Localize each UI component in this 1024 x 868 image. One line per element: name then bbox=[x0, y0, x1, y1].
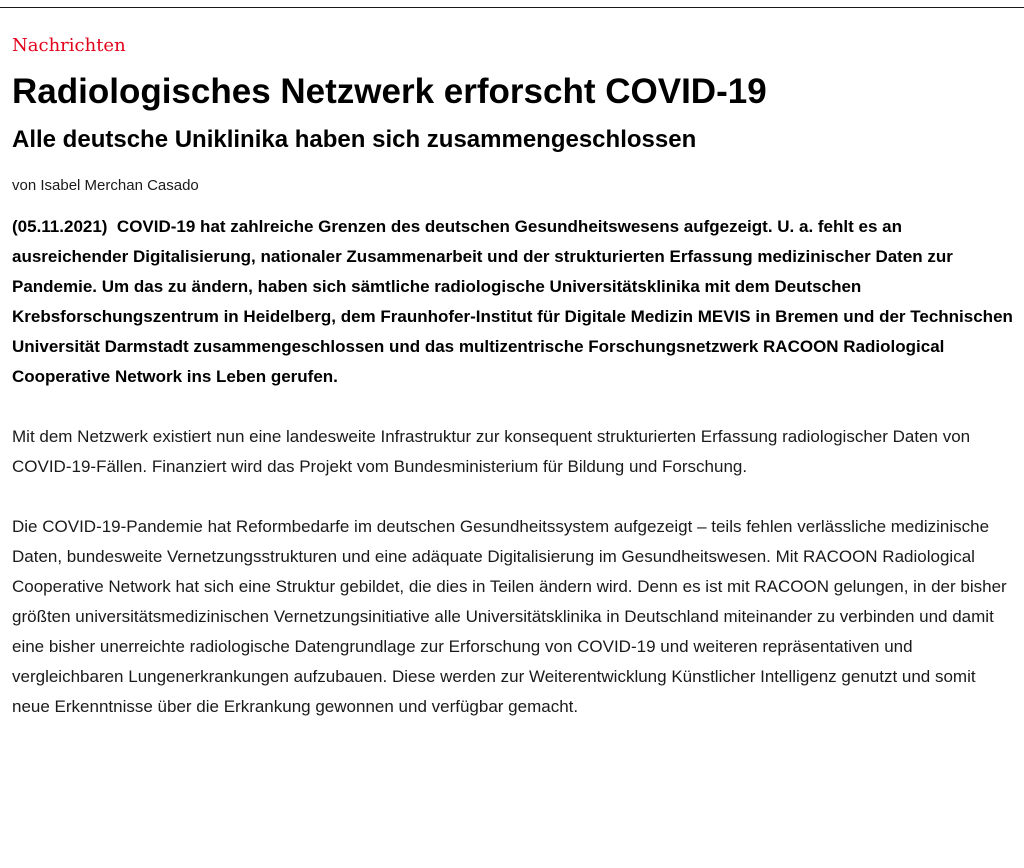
article-date: (05.11.2021) bbox=[12, 217, 108, 236]
article-headline: Radiologisches Netzwerk erforscht COVID-19 bbox=[12, 72, 767, 111]
article-lead bbox=[12, 212, 1016, 392]
category-link-nachrichten[interactable]: Nachrichten bbox=[12, 35, 126, 56]
article-subheadline: Alle deutsche Uniklinika haben sich zusammengeschlossen bbox=[12, 126, 697, 153]
article bbox=[12, 34, 1016, 722]
lead-text: COVID-19 hat zahlreiche Grenzen des deutschen Gesundheitswesens aufgezeigt. U. a. fehlt es an ausreichender Digitalisierung, nationaler Zusammenarbeit und der strukturierten Erfassung medizinischer Daten zur Pandemie. Um das zu ändern, haben sich sämtliche radiologische Universitätsklinika mit dem Deutschen Krebsforschungszentrum in Heidelberg, dem Fraunhofer-Institut für Digitale Medizin MEVIS in Bremen und der Technischen Universität Darmstadt zusammengeschlossen und das multizentrische Forschungsnetzwerk RACOON Radiological Cooperative Network ins Leben gerufen. bbox=[12, 217, 1013, 386]
body-paragraph: Mit dem Netzwerk existiert nun eine landesweite Infrastruktur zur konsequent strukturierten Erfassung radiologischer Daten von COVID-19-Fällen. Finanziert wird das Projekt vom Bundesministerium für Bildung und Forschung. bbox=[12, 427, 971, 476]
author-byline: von Isabel Merchan Casado bbox=[12, 177, 199, 194]
body-paragraph: Die COVID-19-Pandemie hat Reformbedarfe im deutschen Gesundheitssystem aufgezeigt – teils fehlen verlässliche medizinische Daten, bundesweite Vernetzungsstrukturen und eine adäquate Digitalisierung im Gesundheitswesen. Mit RACOON Radiological Cooperative Network hat sich eine Struktur gebildet, die dies in Teilen ändern wird. Denn es ist mit RACOON gelungen, in der bisher größten universitätsmedizinischen Vernetzungsinitiative alle Universitätsklinika in Deutschland miteinander zu verbinden und damit eine bisher unerreichte radiologische Datengrundlage zur Erforschung von COVID-19 und weiteren repräsentativen und vergleichbaren Lungenerkrankungen aufzubauen. Diese werden zur Weiterentwicklung Künstlicher Intelligenz genutzt und somit neue Erkenntnisse über die Erkrankung gewonnen und verfügbar gemacht. bbox=[12, 517, 1007, 716]
top-divider bbox=[0, 7, 1024, 8]
